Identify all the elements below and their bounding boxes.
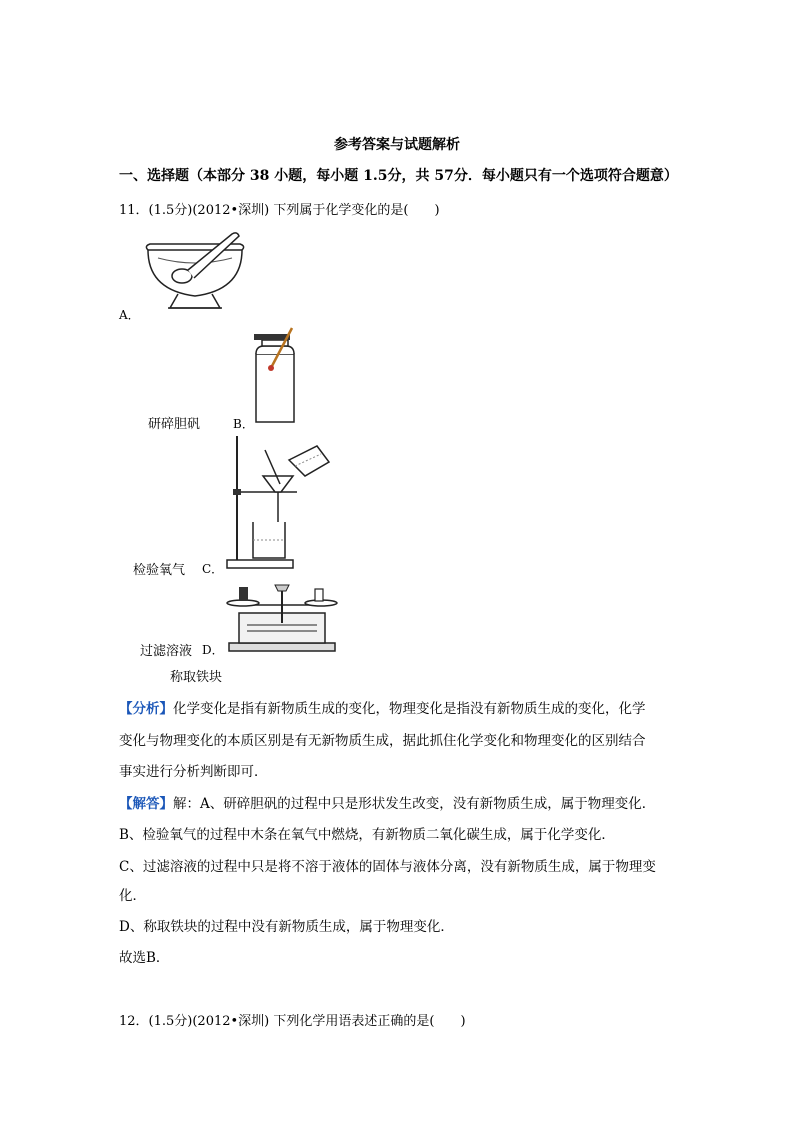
answer-line-5: D、称取铁块的过程中没有新物质生成，属于物理变化． — [119, 919, 454, 935]
answer-line-2: B、检验氧气的过程中木条在氧气中燃烧，有新物质二氧化碳生成，属于化学变化． — [119, 827, 615, 843]
analysis-line-1: 【分析】化学变化是指有新物质生成的变化，物理变化是指没有新物质生成的变化，化学 — [119, 701, 646, 717]
option-a-letter: A． — [119, 308, 140, 322]
answer-line-1: 【解答】解：A、研碎胆矾的过程中只是形状发生改变，没有新物质生成，属于物理变化． — [119, 796, 656, 812]
question-11-stem: 11．(1.5分)(2012•深圳) 下列属于化学变化的是( ) — [119, 203, 440, 218]
option-d-letter: D． — [202, 643, 224, 657]
filtration-setup-image — [225, 432, 335, 572]
mortar-pestle-image — [140, 228, 250, 318]
option-c-caption: 过滤溶液 — [140, 644, 193, 659]
analysis-tag: 【分析】 — [119, 701, 173, 717]
option-d-caption: 称取铁块 — [170, 670, 223, 685]
question-12-stem: 12．(1.5分)(2012•深圳) 下列化学用语表述正确的是( ) — [119, 1014, 466, 1029]
balance-scale-image — [225, 577, 340, 655]
option-c-letter: C． — [202, 562, 224, 576]
analysis-line-2: 变化与物理变化的本质区别是有无新物质生成，据此抓住化学变化和物理变化的区别结合 — [119, 733, 646, 749]
answer-final: 故选B． — [119, 950, 170, 966]
answer-line-3: C、过滤溶液的过程中只是将不溶于液体的固体与液体分离，没有新物质生成，属于物理变 — [119, 859, 656, 875]
option-b-caption: 检验氧气 — [133, 563, 186, 578]
section-heading: 一、选择题（本部分 38 小题，每小题 1.5分，共 57分．每小题只有一个选项符合题意） — [119, 168, 678, 184]
page-title: 参考答案与试题解析 — [334, 137, 460, 153]
option-b-letter: B． — [233, 417, 254, 431]
option-a-caption: 研碎胆矾 — [148, 417, 201, 432]
answer-line-4: 化． — [119, 888, 146, 904]
gas-bottle-splint-image — [250, 326, 300, 426]
analysis-line-3: 事实进行分析判断即可． — [119, 764, 268, 780]
answer-tag: 【解答】 — [119, 796, 173, 812]
